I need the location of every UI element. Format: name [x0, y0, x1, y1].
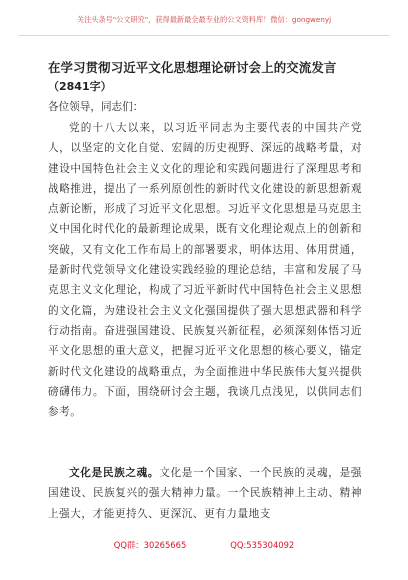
body-paragraph-2	[48, 463, 362, 524]
header-divider	[18, 35, 390, 36]
salutation: 各位领导，同志们：	[48, 101, 144, 113]
footer-contact	[0, 535, 408, 555]
body-paragraph-1: 党的十八大以来，以习近平同志为主要代表的中国共产党人，以坚定的文化自觉、宏阔的历史视野、深远的战略考量，对建设中国特色社会主义文化的理论和实践问题进行了深理思考和战略推进，提出了一系列原创性的新时代文化建设的新思想新观点新论断，形成了习近平文化思想。习近平文化思想是马克思主义中国化时代化的最新理论成果，既有文化理论观点上的创新和突破，又有文化工作布局上的部署要求，明体达用、体用贯通，是新时代党领导文化建设实践经验的理论总结，丰富和发展了马克思主义文化理论，构成了习近平新时代中国特色社会主义思想的文化篇，为建设社会主义文化强国提供了强大思想武器和科学行动指南。奋进强国建设、民族复兴新征程，必须深刻体悟习近平文化思想的重大意义，把握习近平文化思想的核心要义，锚定新时代文化建设的战略重点，为全面推进中华民族伟大复兴提供磅礴伟力。下面，围绕研讨会主题，我谈几点浅见，以供同志们参考。	[48, 122, 362, 419]
paragraph-2-text: 文化是一个国家、一个民族的灵魂，是强国建设、民族复兴的强大精神力量。一个民族精神上主动、精神上强大，才能更持久、更深沉、更有力量地支	[48, 467, 362, 520]
footer-qq-group: QQ群：30265665	[113, 540, 187, 550]
word-count: （2841字）	[48, 80, 112, 93]
header-banner	[0, 0, 408, 36]
banner-text: 关注头条号"公文研究"，获得最新最全最专业的公文资料库！微信：gongwenyj	[76, 15, 332, 24]
paragraph-lead-heading: 文化是民族之魂。	[69, 467, 160, 479]
document-title: 在学习贯彻习近平文化思想理论研讨会上的交流发言	[48, 60, 337, 75]
footer-qq: QQ:535304092	[230, 540, 295, 550]
